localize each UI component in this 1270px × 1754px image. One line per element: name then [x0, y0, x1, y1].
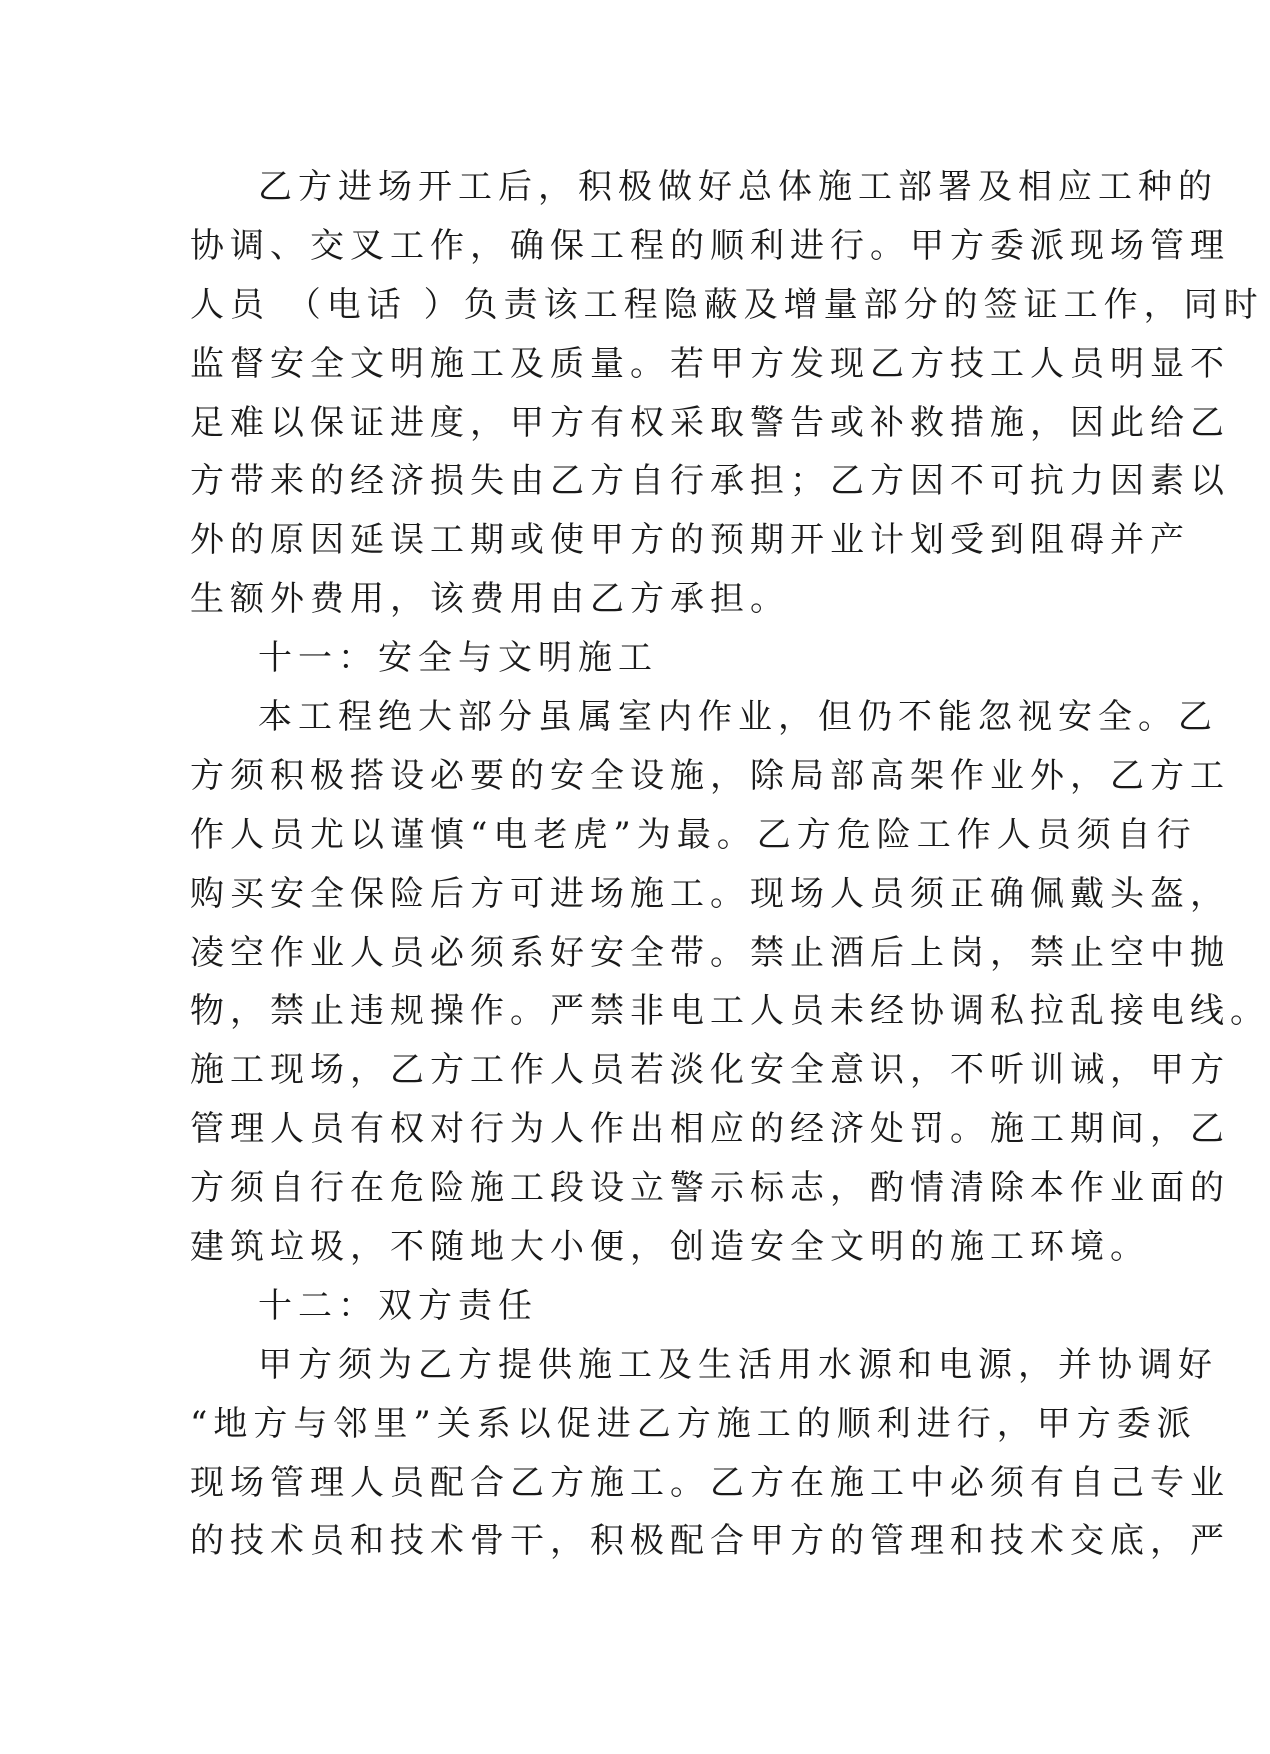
paragraph-2-line-5: 凌空作业人员必须系好安全带。禁止酒后上岗，禁止空中抛: [190, 932, 1230, 973]
paragraph-1-line-3: 人员 （电话 ）负责该工程隐蔽及增量部分的签证工作，同时: [190, 284, 1264, 325]
paragraph-1-line-6: 方带来的经济损失由乙方自行承担；乙方因不可抗力因素以: [190, 461, 1230, 502]
paragraph-1-line-5: 足难以保证进度，甲方有权采取警告或补救措施，因此给乙: [190, 402, 1230, 443]
paragraph-2-line-4: 购买安全保险后方可进场施工。现场人员须正确佩戴头盔，: [190, 873, 1230, 914]
paragraph-2-line-1: 本工程绝大部分虽属室内作业，但仍不能忽视安全。乙: [258, 697, 1218, 738]
paragraph-2-line-9: 方须自行在危险施工段设立警示标志，酌情清除本作业面的: [190, 1168, 1230, 1209]
section-heading-12: 十二：双方责任: [258, 1285, 538, 1326]
paragraph-3-line-1: 甲方须为乙方提供施工及生活用水源和电源，并协调好: [258, 1344, 1218, 1385]
paragraph-2-line-2: 方须积极搭设必要的安全设施，除局部高架作业外，乙方工: [190, 755, 1230, 796]
paragraph-2-line-8: 管理人员有权对行为人作出相应的经济处罚。施工期间，乙: [190, 1109, 1230, 1150]
paragraph-2-line-6: 物，禁止违规操作。严禁非电工人员未经协调私拉乱接电线。: [190, 991, 1270, 1032]
paragraph-1-line-8: 生额外费用，该费用由乙方承担。: [190, 579, 790, 620]
paragraph-3-line-4: 的技术员和技术骨干，积极配合甲方的管理和技术交底，严: [190, 1521, 1230, 1562]
paragraph-1-line-2: 协调、交叉工作，确保工程的顺利进行。甲方委派现场管理: [190, 225, 1230, 266]
paragraph-2-line-10: 建筑垃圾，不随地大小便，创造安全文明的施工环境。: [190, 1227, 1150, 1268]
section-heading-11: 十一：安全与文明施工: [258, 638, 658, 679]
paragraph-1-line-1: 乙方进场开工后，积极做好总体施工部署及相应工种的: [258, 167, 1218, 207]
paragraph-1-line-4: 监督安全文明施工及质量。若甲方发现乙方技工人员明显不: [190, 343, 1230, 384]
paragraph-3-line-3: 现场管理人员配合乙方施工。乙方在施工中必须有自己专业: [190, 1462, 1230, 1503]
paragraph-1-line-7: 外的原因延误工期或使甲方的预期开业计划受到阻碍并产: [190, 520, 1190, 561]
paragraph-2-line-3: 作人员尤以谨慎“电老虎”为最。乙方危险工作人员须自行: [190, 814, 1197, 855]
paragraph-3-line-2: “地方与邻里”关系以促进乙方施工的顺利进行，甲方委派: [190, 1403, 1197, 1444]
paragraph-2-line-7: 施工现场，乙方工作人员若淡化安全意识，不听训诫，甲方: [190, 1050, 1230, 1091]
document-body: [190, 158, 1270, 1571]
